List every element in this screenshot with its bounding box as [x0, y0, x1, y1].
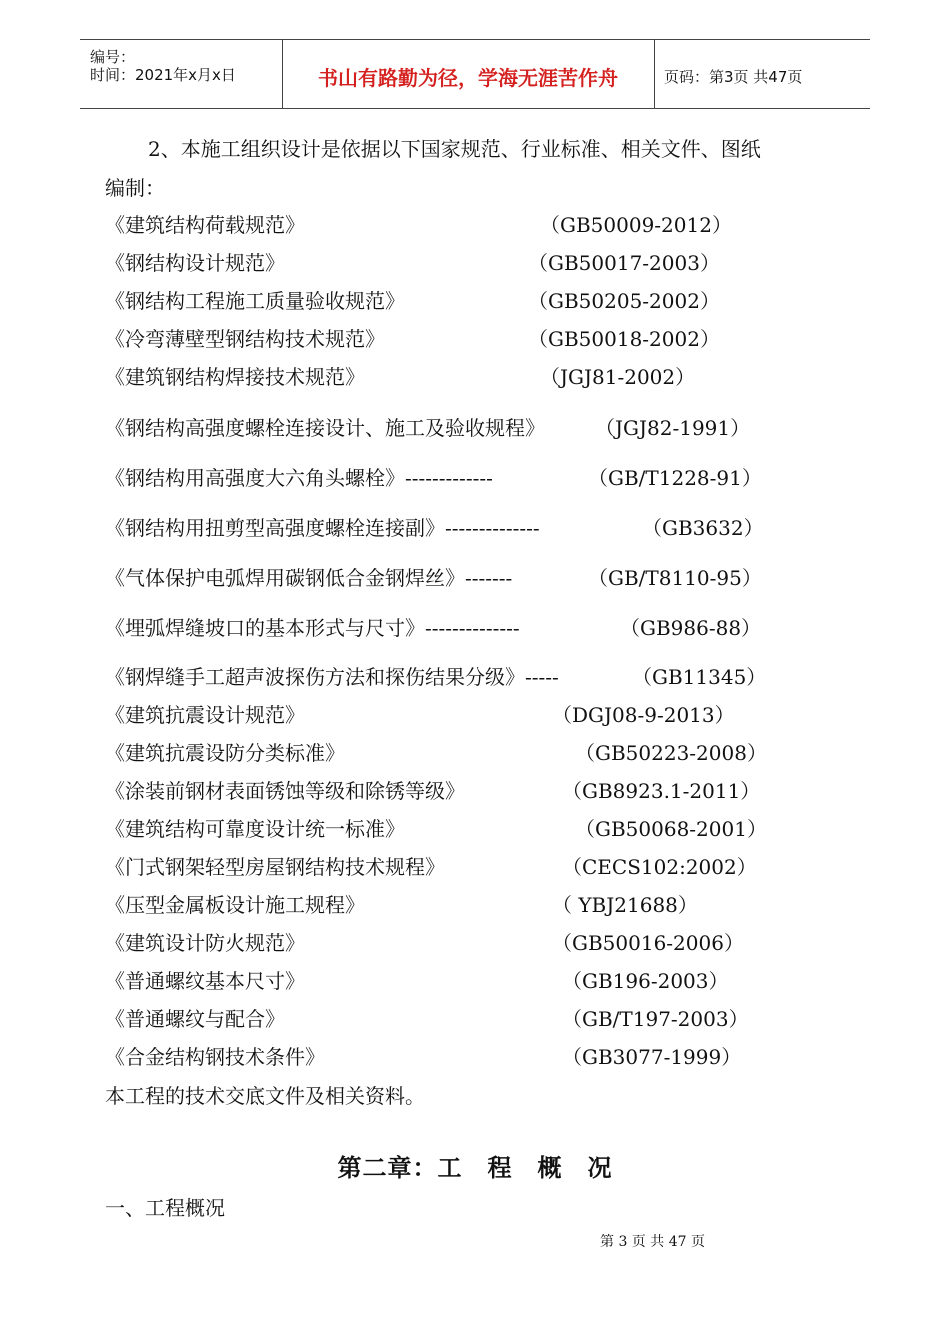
standard-code: （GB50009-2012） — [540, 213, 732, 237]
header-motto: 书山有路勤为径，学海无涯苦作舟 — [318, 66, 618, 90]
standard-name: 《钢结构设计规范》 — [105, 251, 285, 275]
standard-code: （GB50018-2002） — [528, 327, 720, 351]
closing-sentence: 本工程的技术交底文件及相关资料。 — [105, 1084, 425, 1108]
standard-name: 《建筑结构可靠度设计统一标准》 — [105, 817, 405, 841]
standard-code: （ YBJ21688） — [552, 893, 698, 917]
header-middle-cell — [282, 40, 655, 108]
section-title: 一、工程概况 — [105, 1196, 225, 1220]
standard-code: （GB3632） — [642, 516, 764, 540]
document-number-label: 编号： — [90, 48, 136, 66]
standard-name: 《建筑设计防火规范》 — [105, 931, 305, 955]
standard-code: （GB196-2003） — [562, 969, 729, 993]
standard-name: 《门式钢架轻型房屋钢结构技术规程》 — [105, 855, 445, 879]
standard-name: 《建筑结构荷载规范》 — [105, 213, 305, 237]
header-page-number: 页码：第3页 共47页 — [664, 68, 803, 86]
standard-code: （DGJ08-9-2013） — [552, 703, 735, 727]
standard-code: （GB3077-1999） — [562, 1045, 742, 1069]
standard-code: （GB50223-2008） — [575, 741, 767, 765]
standard-name: 《普通螺纹与配合》 — [105, 1007, 285, 1031]
standard-name: 《合金结构钢技术条件》 — [105, 1045, 325, 1069]
standard-name: 《气体保护电弧焊用碳钢低合金钢焊丝》------- — [105, 566, 513, 590]
standard-name: 《压型金属板设计施工规程》 — [105, 893, 365, 917]
standard-name: 《钢结构高强度螺栓连接设计、施工及验收规程》 — [105, 416, 545, 440]
standard-name: 《钢结构用扭剪型高强度螺栓连接副》-------------- — [105, 516, 540, 540]
header-right-cell — [654, 40, 870, 108]
page-footer: 第 3 页 共 47 页 — [600, 1234, 705, 1250]
standard-code: （GB50068-2001） — [575, 817, 767, 841]
standard-name: 《埋弧焊缝坡口的基本形式与尺寸》-------------- — [105, 616, 520, 640]
standard-name: 《钢焊缝手工超声波探伤方法和探伤结果分级》----- — [105, 665, 559, 689]
standard-name: 《普通螺纹基本尺寸》 — [105, 969, 305, 993]
standard-code: （JGJ82-1991） — [595, 416, 751, 440]
standard-code: （GB/T197-2003） — [562, 1007, 749, 1031]
intro-paragraph-line-2: 编制： — [105, 176, 165, 200]
standard-code: （GB/T1228-91） — [588, 466, 762, 490]
standard-code: （GB50016-2006） — [552, 931, 744, 955]
standard-name: 《冷弯薄壁型钢结构技术规范》 — [105, 327, 385, 351]
standard-name: 《建筑钢结构焊接技术规范》 — [105, 365, 365, 389]
standard-name: 《建筑抗震设防分类标准》 — [105, 741, 345, 765]
document-date-label: 时间：2021年x月x日 — [90, 66, 236, 84]
standard-code: （GB986-88） — [620, 616, 762, 640]
standard-code: （JGJ81-2002） — [540, 365, 696, 389]
chapter-title: 第二章：工 程 概 况 — [337, 1153, 613, 1182]
standard-code: （GB8923.1-2011） — [562, 779, 761, 803]
header-left-cell — [80, 40, 283, 108]
standard-name: 《钢结构工程施工质量验收规范》 — [105, 289, 405, 313]
standard-code: （CECS102:2002） — [562, 855, 757, 879]
standard-code: （GB50017-2003） — [528, 251, 720, 275]
page-header — [80, 39, 870, 109]
standard-name: 《钢结构用高强度大六角头螺栓》------------- — [105, 466, 493, 490]
standard-name: 《涂装前钢材表面锈蚀等级和除锈等级》 — [105, 779, 465, 803]
intro-paragraph-line-1: 2、本施工组织设计是依据以下国家规范、行业标准、相关文件、图纸 — [148, 137, 761, 161]
standard-code: （GB/T8110-95） — [588, 566, 762, 590]
standard-name: 《建筑抗震设计规范》 — [105, 703, 305, 727]
standard-code: （GB11345） — [632, 665, 767, 689]
standard-code: （GB50205-2002） — [528, 289, 720, 313]
